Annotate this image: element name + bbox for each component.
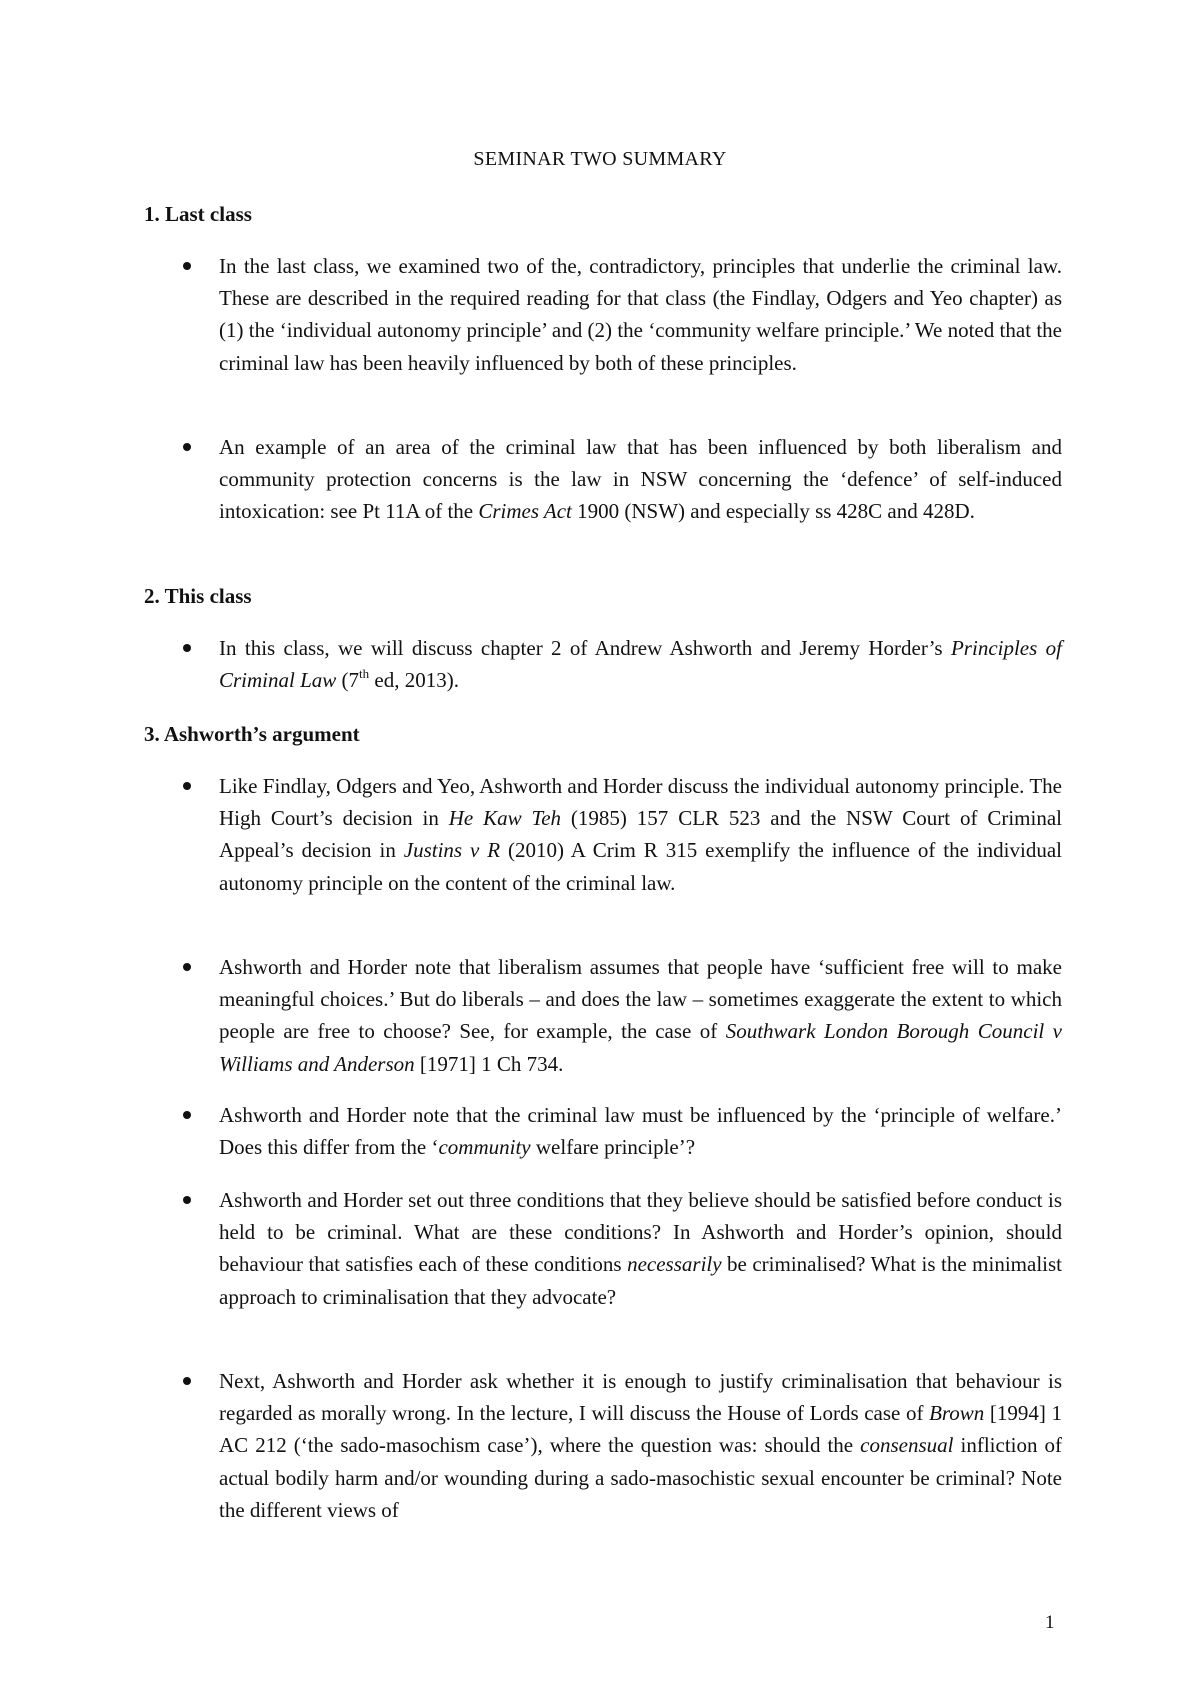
section-heading-argument: 3. Ashworth’s argument: [144, 722, 360, 746]
paragraph-argument-2: Ashworth and Horder note that liberalism assumes that people have ‘sufficient free will to make meaningful choices.’ But do liberals – and does the law – sometimes exaggerate the extent to which people are free to choose? See, for example, the case of Southwark London Borough Council v Williams and Anderson [1971] 1 Ch 734.: [219, 955, 1062, 1076]
bullet-icon: [180, 1194, 193, 1207]
paragraph-argument-4: Ashworth and Horder set out three conditions that they believe should be satisfied before conduct is held to be criminal. What are these conditions? In Ashworth and Horder’s opinion, should behaviour that satisfies each of these conditions necessarily be criminalised? What is the minimalist approach to criminalisation that they advocate?: [219, 1188, 1062, 1309]
document-title: SEMINAR TWO SUMMARY: [473, 148, 727, 170]
paragraph-this-class-1: In this class, we will discuss chapter 2 of Andrew Ashworth and Jeremy Horder’s Principles of Criminal Law (7th ed, 2013).: [219, 636, 1062, 693]
bullet-icon: [180, 961, 193, 974]
paragraph-last-class-1: In the last class, we examined two of the, contradictory, principles that underlie the criminal law. These are described in the required reading for that class (the Findlay, Odgers and Yeo chapter) as (1) the ‘individual autonomy principle’ and (2) the ‘community welfare principle.’ We noted that the criminal law has been heavily influenced by both of these principles.: [219, 254, 1062, 375]
paragraph-argument-3: Ashworth and Horder note that the criminal law must be influenced by the ‘principle of welfare.’ Does this differ from the ‘community welfare principle’?: [219, 1103, 1062, 1160]
bullet-icon: [180, 260, 193, 273]
paragraph-argument-1: Like Findlay, Odgers and Yeo, Ashworth and Horder discuss the individual autonomy principle. The High Court’s decision in He Kaw Teh (1985) 157 CLR 523 and the NSW Court of Criminal Appeal’s decision in Justins v R (2010) A Crim R 315 exemplify the influence of the individual autonomy principle on the content of the criminal law.: [219, 774, 1063, 895]
section-heading-last-class: 1. Last class: [144, 202, 252, 226]
bullet-icon: [180, 642, 193, 655]
section-heading-this-class: 2. This class: [144, 584, 252, 608]
bullet-icon: [180, 1375, 193, 1388]
page-number: 1: [1045, 1612, 1055, 1633]
paragraph-argument-5: Next, Ashworth and Horder ask whether it is enough to justify criminalisation that behaviour is regarded as morally wrong. In the lecture, I will discuss the House of Lords case of Brown [1994] 1 AC 212 (‘the sado-masochism case’), where the question was: should the consensual infliction of actual bodily harm and/or wounding during a sado-masochistic sexual encounter be criminal? Note the different views of: [219, 1369, 1063, 1522]
paragraph-last-class-2: An example of an area of the criminal law that has been influenced by both liberalism and community protection concerns is the law in NSW concerning the ‘defence’ of self-induced intoxication: see Pt 11A of the Crimes Act 1900 (NSW) and especially ss 428C and 428D.: [219, 435, 1062, 524]
bullet-icon: [180, 441, 193, 454]
bullet-icon: [180, 780, 193, 793]
bullet-icon: [180, 1109, 193, 1122]
